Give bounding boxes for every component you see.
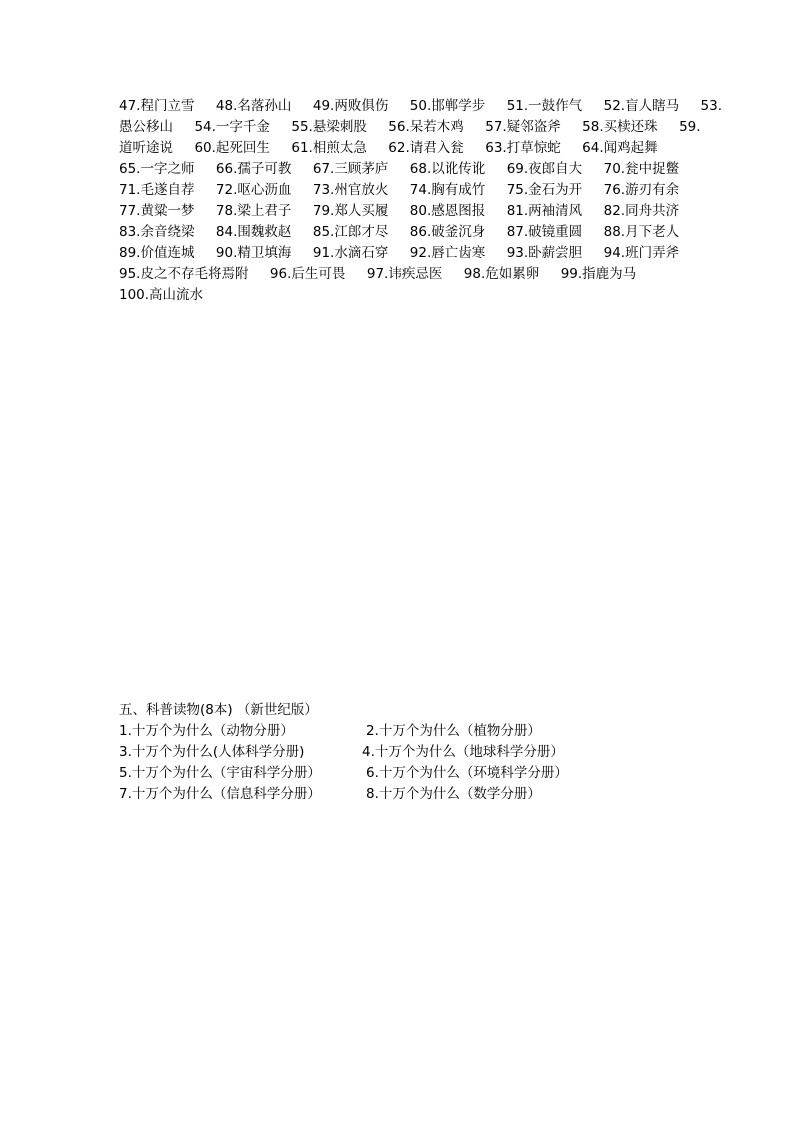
- book-title: 6.十万个为什么（环境科学分册）: [366, 765, 568, 781]
- idiom-line: 77.黄粱一梦 78.梁上君子 79.郑人买履 80.感恩图报 81.两袖清风 82.同舟共济: [119, 203, 680, 219]
- book-title: 1.十万个为什么（动物分册）: [119, 723, 294, 739]
- book-title: 4.十万个为什么（地球科学分册）: [362, 744, 564, 760]
- idiom-line: 100.高山流水: [119, 287, 204, 303]
- idiom-line: 65.一字之师 66.孺子可教 67.三顾茅庐 68.以讹传讹 69.夜郎自大 70.瓮中捉鳖: [119, 161, 680, 177]
- book-title: 3.十万个为什么(人体科学分册): [119, 744, 305, 760]
- idiom-line: 83.余音绕梁 84.围魏救赵 85.江郎才尽 86.破釜沉身 87.破镜重圆 88.月下老人: [119, 224, 680, 240]
- idiom-line: 愚公移山 54.一字千金 55.悬梁刺股 56.呆若木鸡 57.疑邻盗斧 58.买椟还珠 59.: [119, 119, 701, 135]
- book-title: 5.十万个为什么（宇宙科学分册）: [119, 765, 321, 781]
- section-heading: 五、科普读物(8本) （新世纪版）: [119, 702, 318, 718]
- book-title: 7.十万个为什么（信息科学分册）: [119, 786, 321, 802]
- book-row: [119, 784, 739, 805]
- book-title: 8.十万个为什么（数学分册）: [366, 786, 541, 802]
- book-row: [119, 763, 739, 784]
- idiom-line: 71.毛遂自荐 72.呕心沥血 73.州官放火 74.胸有成竹 75.金石为开 76.游刃有余: [119, 182, 680, 198]
- book-title: 2.十万个为什么（植物分册）: [366, 723, 541, 739]
- idiom-line: 95.皮之不存毛将焉附 96.后生可畏 97.讳疾忌医 98.危如累卵 99.指鹿为马: [119, 266, 637, 282]
- idiom-list: [119, 96, 739, 306]
- idiom-line: 47.程门立雪 48.名落孙山 49.两败俱伤 50.邯郸学步 51.一鼓作气 52.盲人瞎马 53.: [119, 98, 723, 114]
- book-row: [119, 742, 739, 763]
- science-reading-section: [119, 700, 739, 805]
- idiom-line: 道听途说 60.起死回生 61.相煎太急 62.请君入瓮 63.打草惊蛇 64.闻鸡起舞: [119, 140, 658, 156]
- idiom-line: 89.价值连城 90.精卫填海 91.水滴石穿 92.唇亡齿寒 93.卧薪尝胆 94.班门弄斧: [119, 245, 680, 261]
- book-row: [119, 721, 739, 742]
